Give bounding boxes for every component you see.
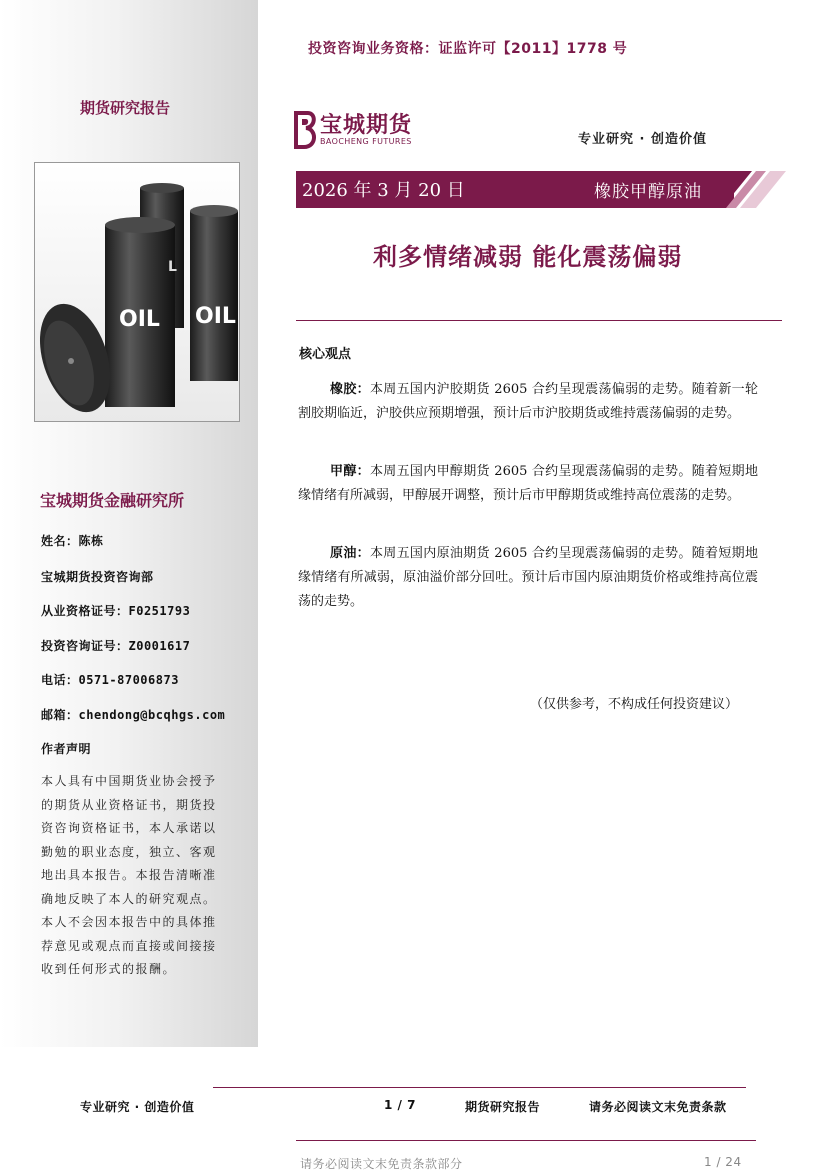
logo-text-en: BAOCHENG FUTURES xyxy=(320,137,412,146)
core-view-heading: 核心观点 xyxy=(299,347,352,362)
footer-disclaimer-link[interactable]: 请务必阅读文末免责条款 xyxy=(589,1100,727,1114)
report-type-label: 期货研究报告 xyxy=(80,99,171,117)
point-rubber xyxy=(298,378,758,426)
header-slogan: 专业研究 · 创造价值 xyxy=(578,132,707,147)
report-date: 2026 年 3 月 20 日 xyxy=(302,180,465,201)
oil-barrels-photo xyxy=(34,162,240,422)
oil-barrels-image xyxy=(35,163,239,421)
point-label: 橡胶： xyxy=(330,382,370,397)
report-title: 利多情绪减弱 能化震荡偏弱 xyxy=(373,243,683,271)
advisory-cert: 投资咨询证号：Z0001617 xyxy=(41,639,191,653)
barrel-label-3: L xyxy=(168,259,177,275)
disclaimer: （仅供参考，不构成任何投资建议） xyxy=(530,697,739,712)
footer2-notice: 请务必阅读文末免责条款部分 xyxy=(300,1157,463,1171)
date-banner xyxy=(296,171,734,208)
point-methanol xyxy=(298,460,758,508)
footer2-page-number: 1 / 24 xyxy=(704,1155,742,1169)
barrel-label-2: OIL xyxy=(195,304,236,329)
footer-report-type: 期货研究报告 xyxy=(465,1100,541,1114)
point-text: 本周五国内沪胶期货 2605 合约呈现震荡偏弱的走势。随着新一轮割胶期临近，沪胶供应预期增强，预计后市沪胶期货或维持震荡偏弱的走势。 xyxy=(298,382,758,421)
footer-divider xyxy=(213,1087,746,1088)
point-crude-oil xyxy=(298,542,758,614)
email: 邮箱：chendong@bcqhgs.com xyxy=(41,708,226,722)
footer-page-number: 1 / 7 xyxy=(384,1098,416,1112)
phone: 电话：0571-87006873 xyxy=(41,673,179,687)
title-divider xyxy=(296,320,782,321)
footer2-divider xyxy=(296,1140,756,1141)
point-label: 原油： xyxy=(330,546,370,561)
report-category: 橡胶甲醇原油 xyxy=(594,182,702,202)
point-text: 本周五国内甲醇期货 2605 合约呈现震荡偏弱的走势。随着短期地缘情绪有所减弱，甲醇展开调整，预计后市甲醇期货或维持高位震荡的走势。 xyxy=(298,464,758,503)
institute-name: 宝城期货金融研究所 xyxy=(40,491,185,510)
logo-text-cn: 宝城期货 xyxy=(320,112,413,138)
statement-title: 作者声明 xyxy=(41,742,92,756)
author-name: 姓名：陈栋 xyxy=(41,534,104,548)
license-line: 投资咨询业务资格：证监许可【2011】1778 号 xyxy=(308,41,628,57)
department: 宝城期货投资咨询部 xyxy=(41,570,154,584)
point-text: 本周五国内原油期货 2605 合约呈现震荡偏弱的走势。随着短期地缘情绪有所减弱，原油溢价部分回吐。预计后市国内原油期货价格或维持高位震荡的走势。 xyxy=(298,546,758,609)
author-statement: 本人具有中国期货业协会授予的期货从业资格证书，期货投资咨询资格证书，本人承诺以勤勉的职业态度，独立、客观地出具本报告。本报告清晰准确地反映了本人的研究观点。本人不会因本报告中的具体推荐意见或观点而直接或间接接收到任何形式的报酬。 xyxy=(41,774,217,976)
practice-cert: 从业资格证号：F0251793 xyxy=(41,604,191,618)
barrel-label-1: OIL xyxy=(119,307,160,332)
logo-mark-icon xyxy=(292,111,318,149)
company-logo xyxy=(292,111,432,151)
point-label: 甲醇： xyxy=(330,464,370,479)
banner-stripes-decoration xyxy=(700,171,786,208)
footer-slogan: 专业研究 · 创造价值 xyxy=(80,1100,195,1114)
sidebar xyxy=(0,0,258,1047)
